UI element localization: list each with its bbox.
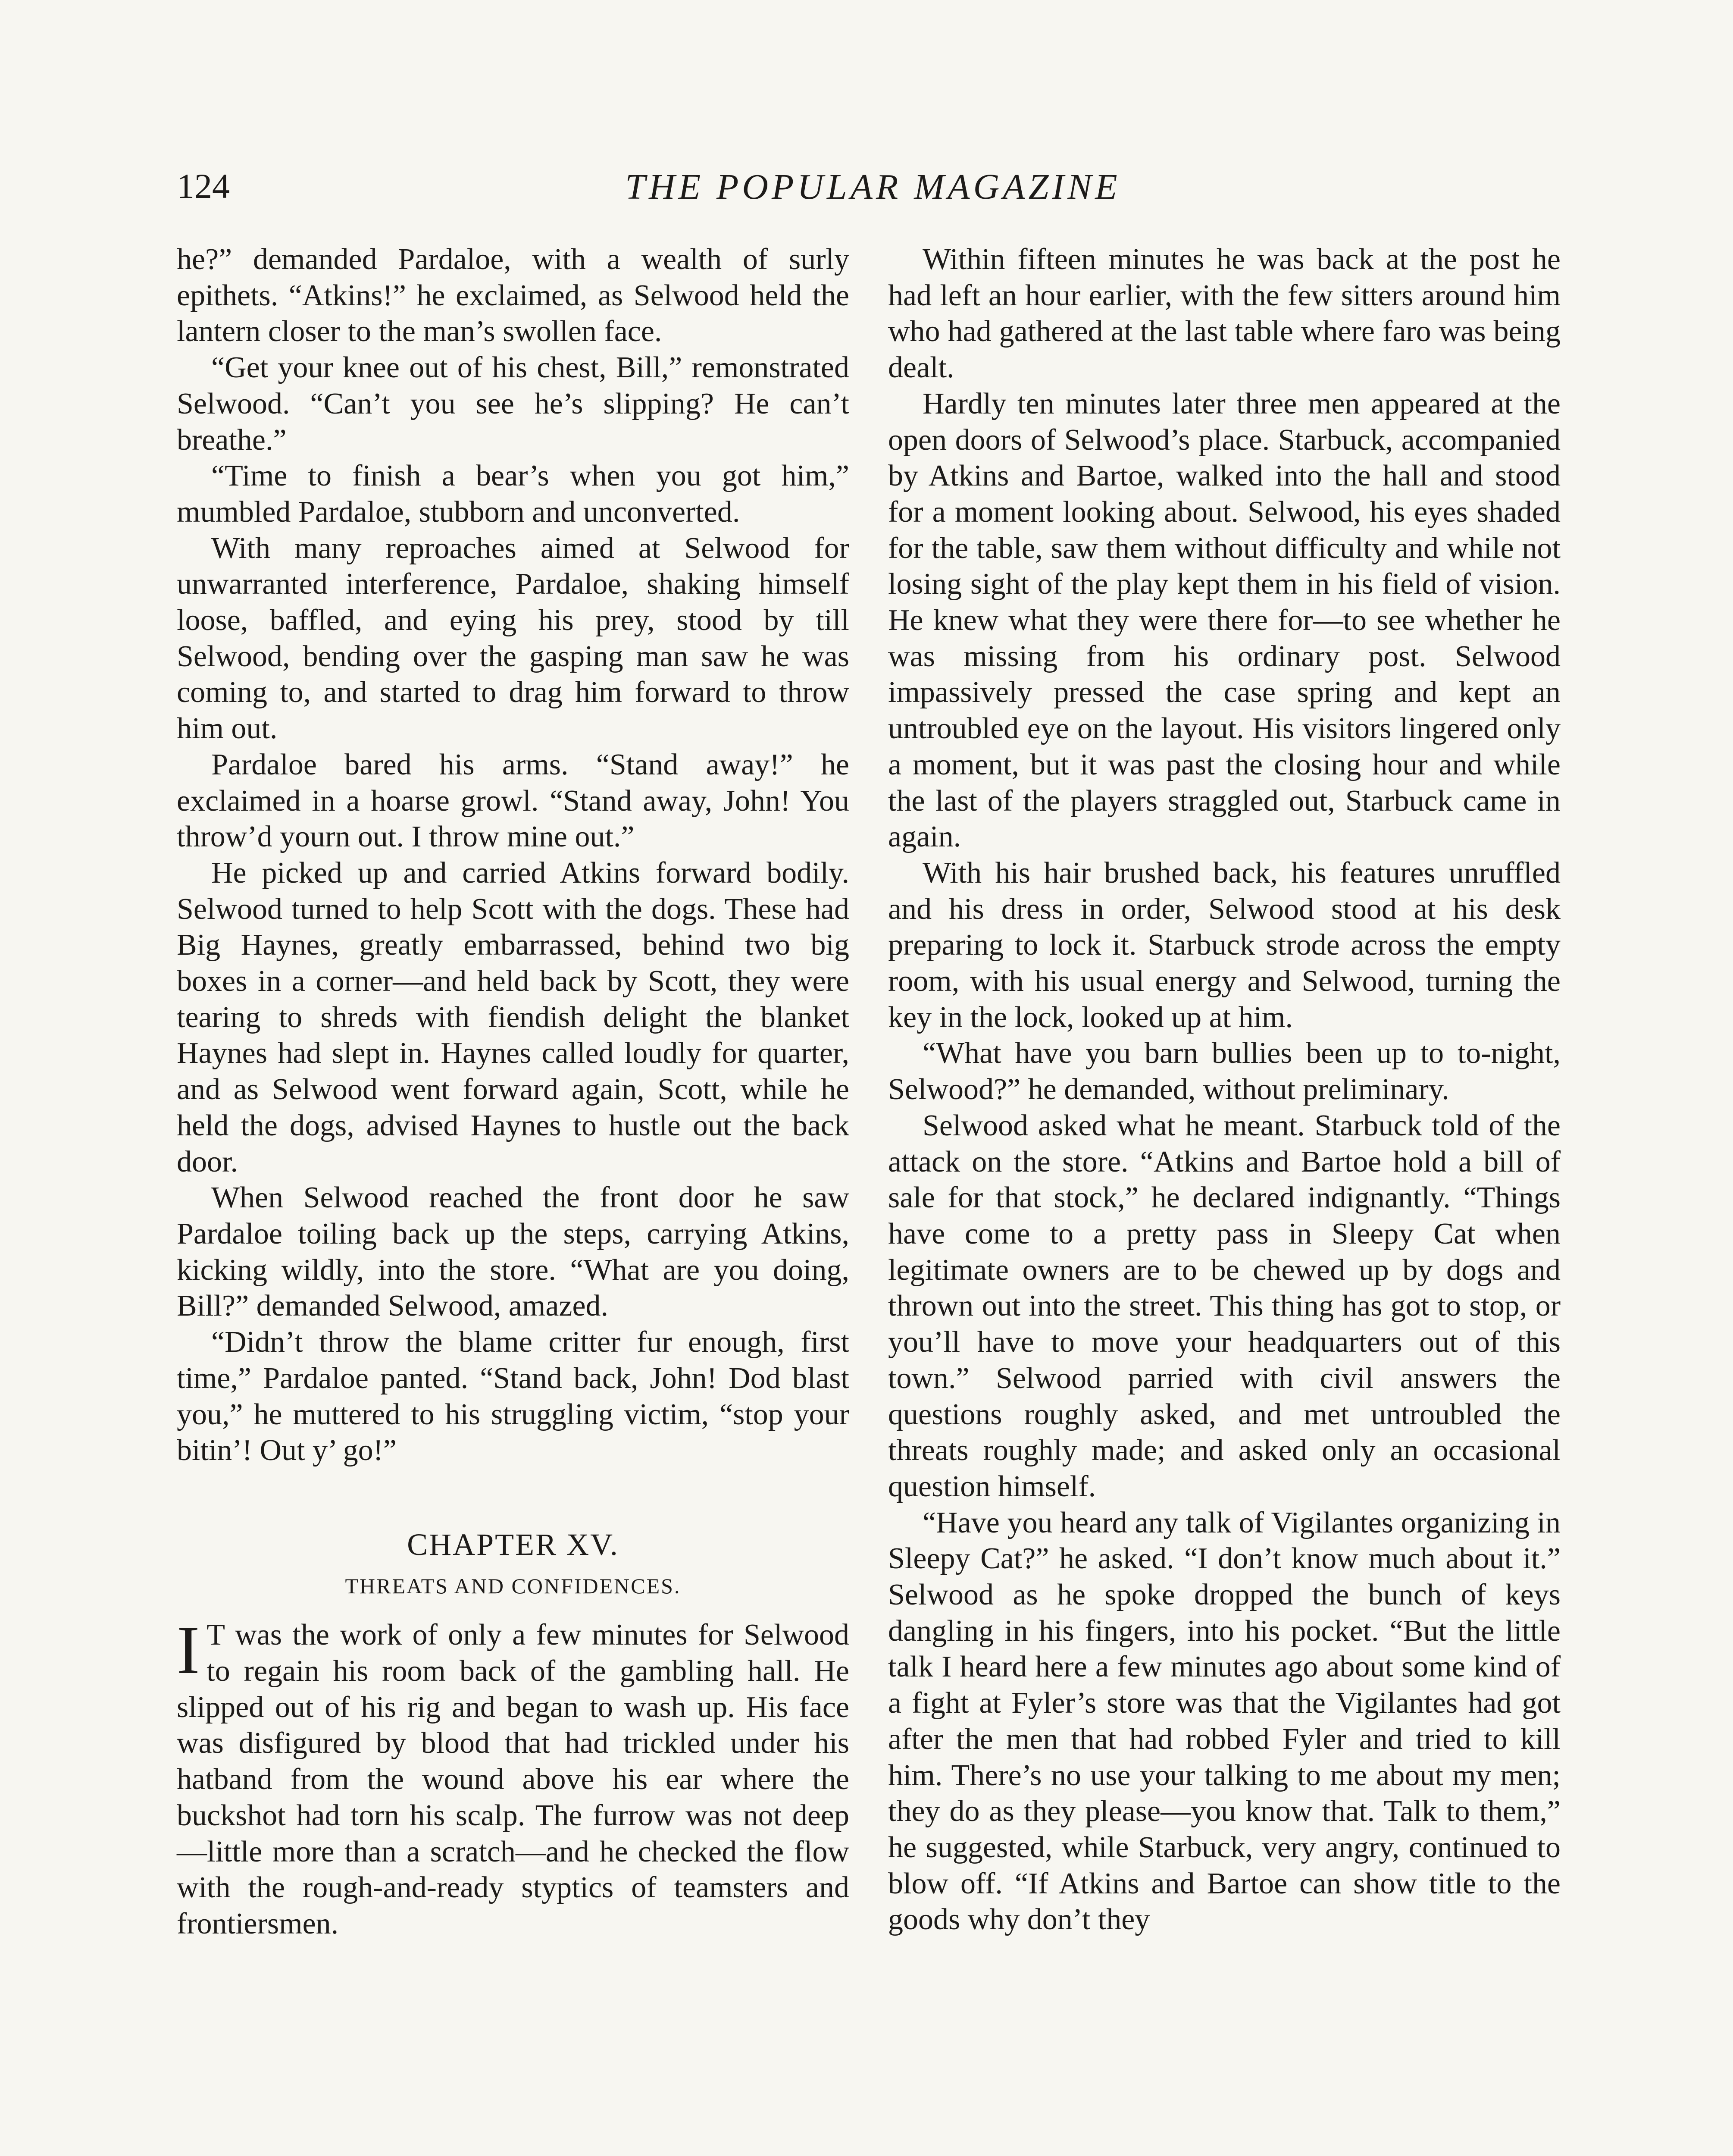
right-column [888, 241, 1561, 1938]
paragraph: Selwood asked what he meant. Starbuck told of the attack on the store. “Atkins and Bartoe hold a bill of sale for that stock,” he declared indignantly. “Things have come to a pretty pass in Sleepy Cat when legitimate owners are to be chewed up by dogs and thrown out into the street. This thing has got to stop, or you’ll have to move your headquarters out of this town.” Selwood parried with civil answers the questions roughly asked, and met untroubled the threats roughly made; and asked only an occasional question himself. [888, 1109, 1561, 1503]
chapter-opening-paragraph [177, 1611, 849, 1942]
paragraph: When Selwood reached the front door he saw Pardaloe toiling back up the steps, carrying Atkins, kicking wildly, into the store. “What are you doing, Bill?” demanded Selwood, amazed. [177, 1181, 849, 1323]
chapter-title: CHAPTER XV. [407, 1527, 619, 1562]
paragraph: He picked up and carried Atkins forward bodily. Selwood turned to help Scott with the dogs. These had Big Haynes, greatly embarrassed, behind two big boxes in a corner—and held back by Scott, they were tearing to shreds with fiendish delight the blanket Haynes had slept in. Haynes called loudly for quarter, and as Selwood went forward again, Scott, while he held the dogs, advised Haynes to hustle out the back door. [177, 856, 849, 1178]
paragraph: With his hair brushed back, his features unruffled and his dress in order, Selwood stood at his desk preparing to lock it. Starbuck strode across the empty room, with his usual energy and Selwood, turning the key in the lock, looked up at him. [888, 856, 1561, 1034]
page-number: 124 [177, 166, 230, 206]
paragraph: “Have you heard any talk of Vigilantes organizing in Sleepy Cat?” he asked. “I don’t know much about it.” Selwood as he spoke dropped the bunch of keys dangling in his fingers, into his pocket. “But the little talk I heard here a few minutes ago about some kind of a fight at Fyler’s store was that the Vigilantes had got after the men that had robbed Fyler and tried to kill him. There’s no use your talking to me about my men; they do as they please—you know that. Talk to them,” he suggested, while Starbuck, very angry, continued to blow off. “If Atkins and Bartoe can show title to the goods why don’t they [888, 1506, 1561, 1937]
paragraph: “Didn’t throw the blame critter fur enough, first time,” Pardaloe panted. “Stand back, John! Dod blast you,” he muttered to his struggling victim, “stop your bitin’! Out y’ go!” [177, 1326, 849, 1467]
paragraph: With many reproaches aimed at Selwood for unwarranted interference, Pardaloe, shaking himself loose, baffled, and eying his prey, stood by till Selwood, bending over the gasping man saw he was coming to, and started to drag him forward to throw him out. [177, 531, 849, 746]
paragraph: Pardaloe bared his arms. “Stand away!” he exclaimed in a hoarse growl. “Stand away, John! You throw’d yourn out. I throw mine out.” [177, 748, 849, 854]
drop-cap: I [177, 1611, 200, 1689]
paragraph: “Time to finish a bear’s when you got him,” mumbled Pardaloe, stubborn and unconverted. [177, 459, 849, 529]
left-column [177, 241, 849, 1942]
running-title: THE POPULAR MAGAZINE [625, 167, 1121, 207]
paragraph: Within fifteen minutes he was back at the post he had left an hour earlier, with the few sitters around him who had gathered at the last table where faro was being dealt. [888, 243, 1561, 385]
paragraph: “What have you barn bullies been up to to-night, Selwood?” he demanded, without preliminary. [888, 1037, 1561, 1106]
paragraph: “Get your knee out of his chest, Bill,” remonstrated Selwood. “Can’t you see he’s slipping? He can’t breathe.” [177, 351, 849, 457]
paragraph-text: T was the work of only a few minutes for Selwood to regain his room back of the gambling hall. He slipped out of his rig and began to wash up. His face was disfigured by blood that had trickled under his hatband from the wound above his ear where the buckshot had torn his scalp. The furrow was not deep—little more than a scratch—and he checked the flow with the rough-and-ready styptics of teamsters and frontiersmen. [177, 1618, 849, 1940]
paragraph: he?” demanded Pardaloe, with a wealth of surly epithets. “Atkins!” he exclaimed, as Selwood held the lantern closer to the man’s swollen face. [177, 243, 849, 348]
paragraph: Hardly ten minutes later three men appeared at the open doors of Selwood’s place. Starbuck, accompanied by Atkins and Bartoe, walked into the hall and stood for a moment looking about. Selwood, his eyes shaded for the table, saw them without difficulty and while not losing sight of the play kept them in his field of vision. He knew what they were there for—to see whether he was missing from his ordinary post. Selwood impassively pressed the case spring and kept an untroubled eye on the layout. His visitors lingered only a moment, but it was past the closing hour and while the last of the players straggled out, Starbuck came in again. [888, 387, 1561, 854]
chapter-subtitle: THREATS AND CONFIDENCES. [345, 1573, 681, 1598]
page-header [177, 166, 1569, 213]
